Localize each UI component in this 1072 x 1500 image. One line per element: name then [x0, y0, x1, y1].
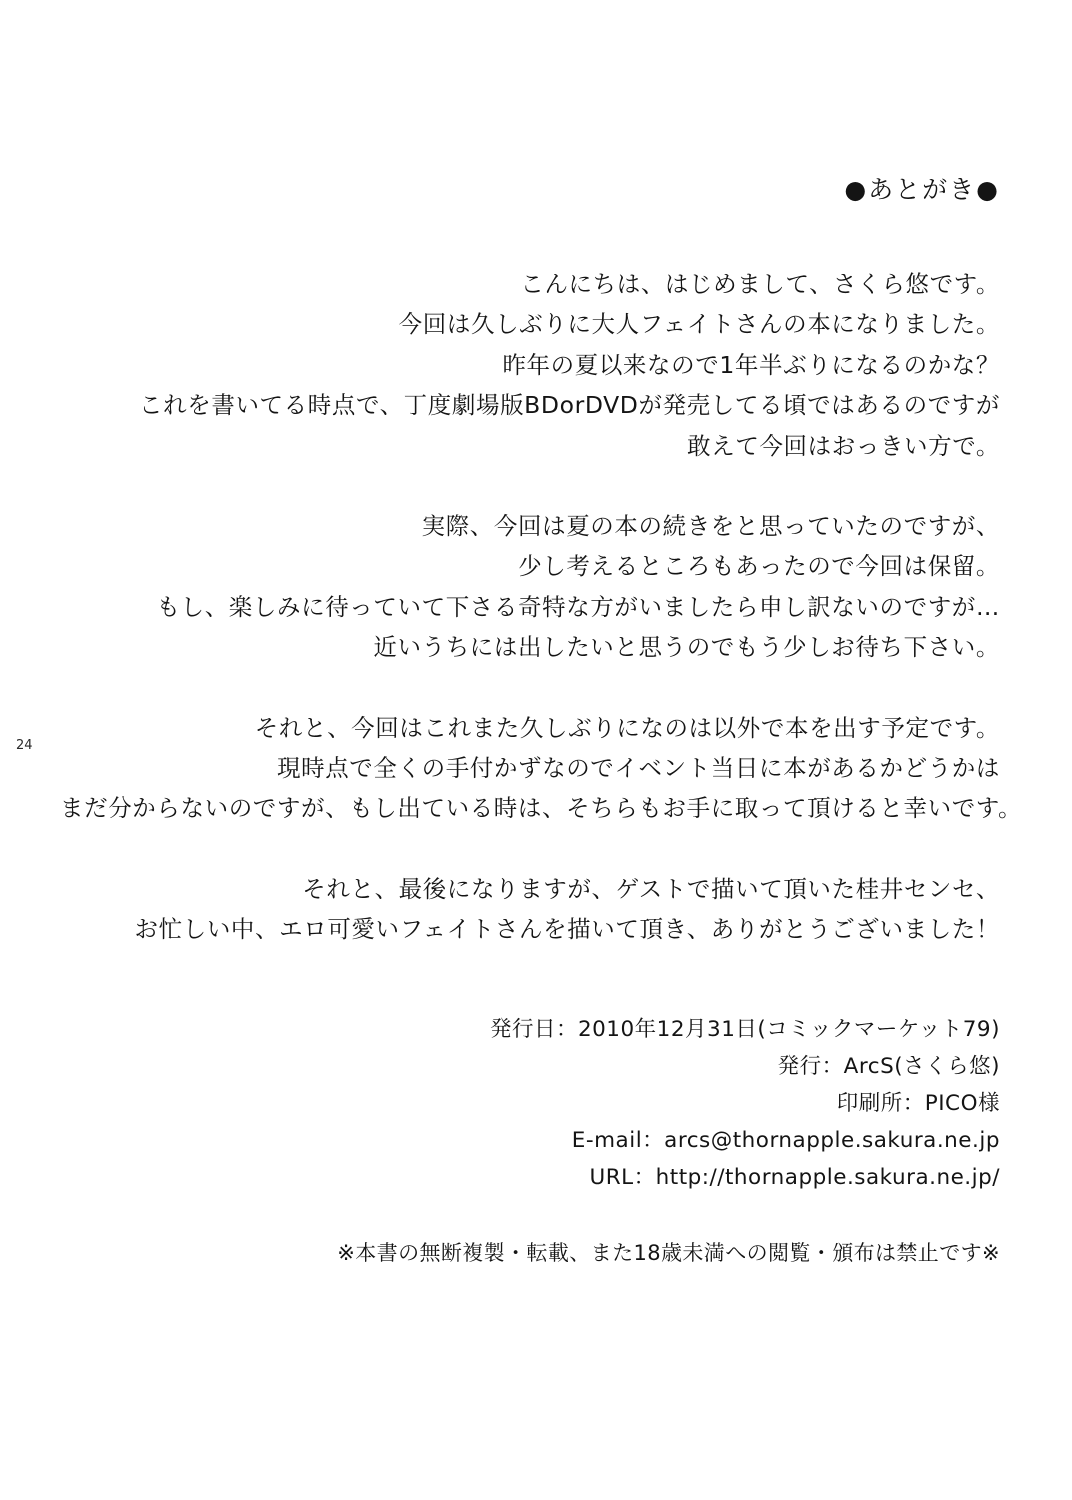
copyright-notice: ※本書の無断複製・転載、また18歳未満への閲覧・頒布は禁止です※	[337, 1240, 1000, 1265]
text-line: それと、最後になりますが、ゲストで描いて頂いた桂井センセ、	[302, 874, 1000, 903]
colophon	[60, 1012, 1000, 1197]
paragraph-1	[60, 264, 1000, 466]
text-line: これを書いてる時点で、丁度劇場版BDorDVDが発売してる頃ではあるのですが	[139, 391, 1000, 420]
text-line: 敢えて今回はおっきい方で。	[687, 431, 1000, 460]
text-line: 実際、今回は夏の本の続きをと思っていたのですが、	[421, 512, 1000, 541]
text-line: お忙しい中、エロ可愛いフェイトさんを描いて頂き、ありがとうございました！	[134, 915, 1000, 944]
afterword-content	[60, 170, 1023, 1267]
text-line: 少し考えるところもあったので今回は保留。	[518, 552, 1000, 581]
text-line: こんにちは、はじめまして、さくら悠です。	[520, 270, 1000, 298]
paragraph-2	[60, 506, 1000, 668]
paragraph-3	[60, 708, 1023, 829]
publication-date: 発行日：2010年12月31日(コミックマーケット79)	[489, 1016, 1000, 1042]
publisher: 発行：ArcS(さくら悠)	[777, 1053, 1000, 1079]
text-line: 今回は久しぶりに大人フェイトさんの本になりました。	[398, 310, 1000, 339]
page-title: ●あとがき●	[844, 175, 1000, 204]
page-number: 24	[16, 738, 33, 753]
text-line: まだ分からないのですが、もし出ている時は、そちらもお手に取って頂けると幸いです。	[60, 794, 1023, 823]
printer: 印刷所：PICO様	[836, 1090, 1000, 1116]
text-line: 現時点で全くの手付かずなのでイベント当日に本があるかどうかは	[277, 754, 1000, 783]
text-line: それと、今回はこれまた久しぶりになのは以外で本を出す予定です。	[254, 713, 1000, 742]
website-url: URL：http://thornapple.sakura.ne.jp/	[589, 1164, 1000, 1190]
paragraph-4	[60, 869, 1000, 950]
text-line: 近いうちには出したいと思うのでもう少しお待ち下さい。	[373, 633, 1000, 662]
text-line: 昨年の夏以来なので1年半ぶりになるのかな？	[502, 350, 1000, 379]
email-address: E-mail：arcs@thornapple.sakura.ne.jp	[571, 1127, 1000, 1153]
text-line: もし、楽しみに待っていて下さる奇特な方がいましたら申し訳ないのですが…	[156, 592, 1000, 621]
